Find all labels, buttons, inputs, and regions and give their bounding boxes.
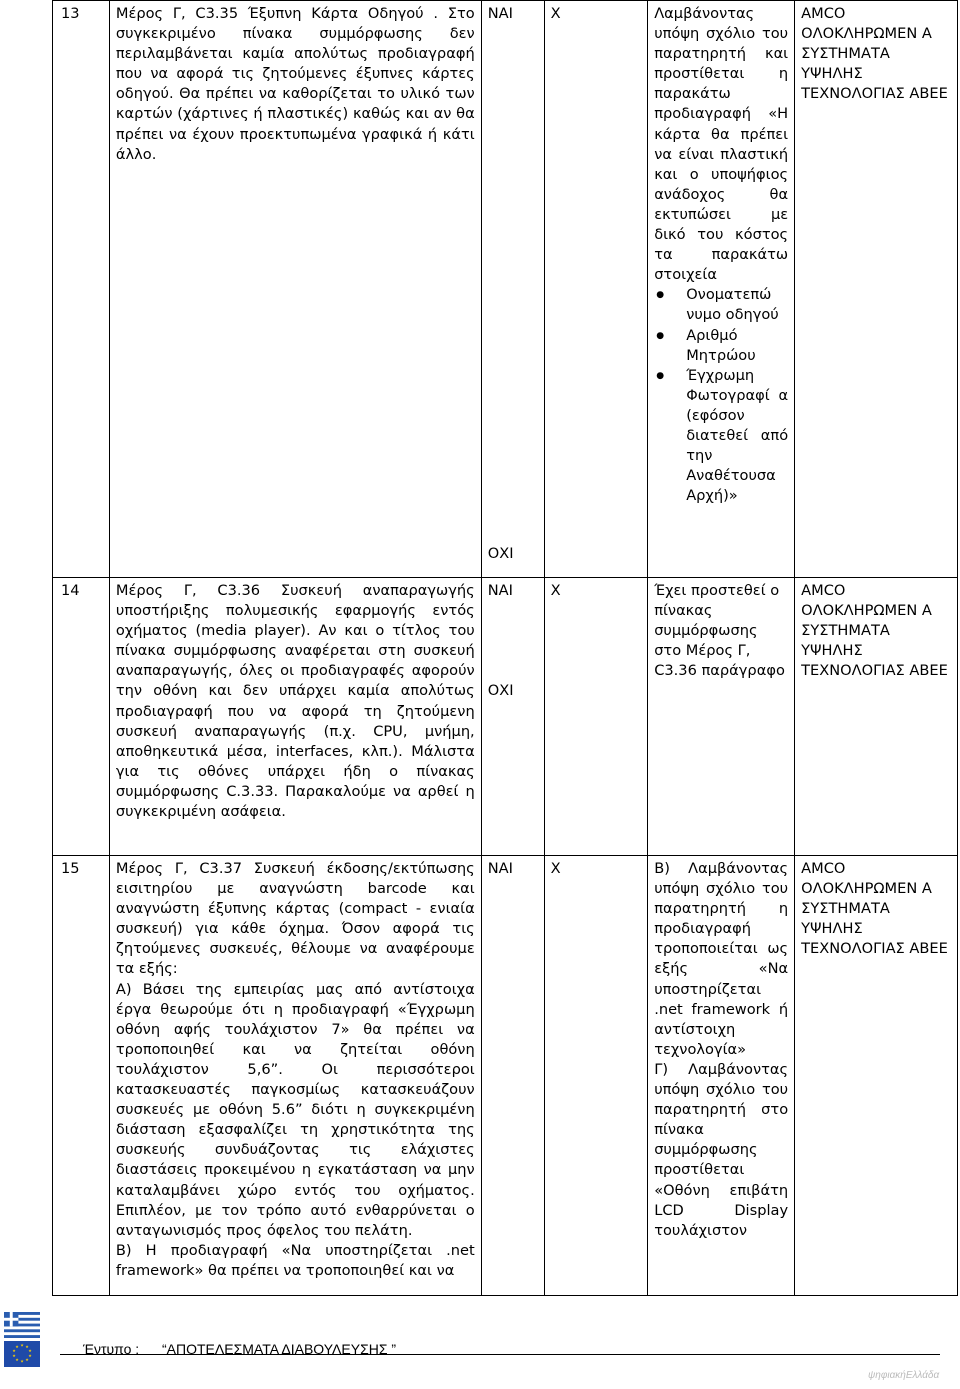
svg-text:★: ★: [28, 1348, 32, 1353]
answer-options: [481, 1, 544, 578]
row-number: 15: [53, 856, 110, 1296]
comment-text: Μέρος Γ, C3.35 Έξυπνη Κάρτα Οδηγού . Στο συγκεκριμένο πίνακα συμμόρφωσης δεν περιλαμβάνεται καμία απολύτως προδιαγραφή που να αφορά τις ζητούμενες έξυπνες κάρτες οδηγού. Θα πρέπει να καθορίζεται το υλικό των καρτών (χάρτινες ή πλαστικές) καθώς και αν θα πρέπει να έχουν προεκτυπωμένα γραφικά ή κάτι άλλο.: [109, 1, 481, 578]
no-option: ΟΧΙ: [487, 544, 514, 562]
accepted-mark: Χ: [544, 856, 648, 1296]
table-row: [53, 856, 958, 1296]
company-name: AMCO ΟΛΟΚΛΗΡΩΜΕΝ Α ΣΥΣΤΗΜΑΤΑ ΥΨΗΛΗΣ ΤΕΧΝΟΛΟΓΙΑΣ ΑΒΕΕ: [795, 578, 958, 856]
list-item: ● Αριθμό Μητρώου: [686, 326, 788, 366]
response-bullets: [654, 285, 788, 506]
svg-text:★: ★: [20, 1358, 24, 1364]
form-label: Έντυπο :: [83, 1341, 140, 1357]
row-number: 13: [53, 1, 110, 578]
no-option: ΟΧΙ: [487, 682, 514, 700]
svg-text:★: ★: [12, 1348, 16, 1353]
svg-text:★: ★: [12, 1353, 16, 1358]
list-item: ● Έγχρωμη Φωτογραφί α (εφόσον διατεθεί από την Αναθέτουσα Αρχή)»: [686, 366, 788, 507]
response-point-b: Β) Λαμβάνοντας υπόψη σχόλιο του παρατηρητή η προδιαγραφή τροποποιείται ως εξής «Να υποστηρίζεται .net framework ή αντίστοιχη τεχνολογία»: [654, 860, 789, 1058]
list-item: ● Ονοματεπώ νυμο οδηγού: [686, 285, 788, 325]
greek-flag-icon: [4, 1312, 40, 1338]
response-text: Λαμβάνοντας υπόψη σχόλιο του παρατηρητή και προστίθεται η παρακάτω προδιαγραφή «Η κάρτα θα πρέπει να είναι πλαστική και ο υποψήφιος ανάδοχος θα εκτυπώσει με δικό του κόστος τα παρακάτω στοιχεία: [654, 5, 789, 284]
company-name: AMCO ΟΛΟΚΛΗΡΩΜΕΝ Α ΣΥΣΤΗΜΑΤΑ ΥΨΗΛΗΣ ΤΕΧΝΟΛΟΓΙΑΣ ΑΒΕΕ: [795, 856, 958, 1296]
comment-text: Μέρος Γ, C3.36 Συσκευή αναπαραγωγής υποστήριξης πολυμεσικής εφαρμογής εντός οχήματος (media player). Αν και ο τίτλος του πίνακα συμμόρφωσης αναφέρεται στη συσκευή αναπαραγωγής, όλες οι προδιαγραφές αφορούν την οθόνη και δεν υπάρχει καμία απολύτως προδιαγραφή που να αφορά τη ζητούμενη συσκευή αναπαραγωγής (π.χ. CPU, μνήμη, αποθηκευτικά μέσα, interfaces, κλπ.). Μάλιστα για τις οθόνες υπάρχει ήδη ο πίνακας συμμόρφωσης C.3.33. Παρακαλούμε να αρθεί η συγκεκριμένη ασάφεια.: [109, 578, 481, 856]
consultation-table: [52, 0, 958, 1296]
response-cell: [648, 1, 795, 578]
answer-options: [481, 578, 544, 856]
row-number: 14: [53, 578, 110, 856]
response-text: Έχει προστεθεί ο πίνακας συμμόρφωσης στο Μέρος Γ, C3.36 παράγραφο: [648, 578, 795, 856]
yes-option: ΝΑΙ: [487, 5, 513, 22]
comment-text: Μέρος Γ, C3.37 Συσκευή έκδοσης/εκτύπωσης εισιτηρίου με αναγνώστη barcode και αναγνώστη έξυπνης κάρτας (compact - ενιαία συσκευή) για κάθε όχημα. Όσον αφορά τις ζητούμενες συσκευές, θέλουμε να αναφέρουμε τα εξής:: [115, 860, 475, 978]
response-point-g: Γ) Λαμβάνοντας υπόψη σχόλιο του παρατηρητή στο πίνακα συμμόρφωσης προστίθεται «Οθόνη επιβάτη LCD Display τουλάχιστον: [654, 1060, 789, 1239]
svg-text:★: ★: [25, 1357, 29, 1362]
comment-cell: [109, 856, 481, 1296]
svg-text:★: ★: [28, 1353, 32, 1358]
svg-text:★: ★: [20, 1342, 24, 1348]
yes-option: ΝΑΙ: [487, 582, 513, 599]
response-cell: [648, 856, 795, 1296]
accepted-mark: Χ: [544, 578, 648, 856]
digital-greece-logo: ψηφιακήΕλλάδα: [868, 1370, 940, 1381]
table-row: [53, 1, 958, 578]
eu-flag-icon: [4, 1341, 40, 1367]
comment-point-a: Α) Βάσει της εμπειρίας μας από αντίστοιχα έργα θεωρούμε ότι η προδιαγραφή «Έγχρωμη οθόνη αφής τουλάχιστον 7» θα πρέπει να τροποποιηθεί και να ζητείται οθόνη τουλάχιστον 5,6”. Οι περισσότεροι κατασκευαστές παγκοσμίως κατασκευάζουν συσκευές με οθόνη 5.6” διότι η συγκεκριμένη διάσταση εξασφαλίζει τη χρηστικότητα της συσκευής συνδυάζοντας τις ελάχιστες διαστάσεις προκειμένου η εγκατάσταση να μην καταλαμβάνει χώρο εντός του οχήματος. Επιπλέον, με τον τρόπο αυτό ενθαρρύνεται ο ανταγωνισμός προς όφελος του πελάτη.: [115, 980, 475, 1239]
table-row: [53, 578, 958, 856]
company-name: AMCO ΟΛΟΚΛΗΡΩΜΕΝ Α ΣΥΣΤΗΜΑΤΑ ΥΨΗΛΗΣ ΤΕΧΝΟΛΟΓΙΑΣ ΑΒΕΕ: [795, 1, 958, 578]
comment-point-b: Β) Η προδιαγραφή «Να υποστηρίζεται .net framework» θα πρέπει να τροποποιηθεί και να: [115, 1241, 475, 1279]
form-title: “ΑΠΟΤΕΛΕΣΜΑΤΑ ΔΙΑΒΟΥΛΕΥΣΗΣ ”: [162, 1341, 397, 1357]
yes-option: ΝΑΙ: [481, 856, 544, 1296]
accepted-mark: Χ: [544, 1, 648, 578]
svg-text:★: ★: [15, 1357, 19, 1362]
svg-text:★: ★: [15, 1344, 19, 1349]
svg-text:★: ★: [25, 1344, 29, 1349]
